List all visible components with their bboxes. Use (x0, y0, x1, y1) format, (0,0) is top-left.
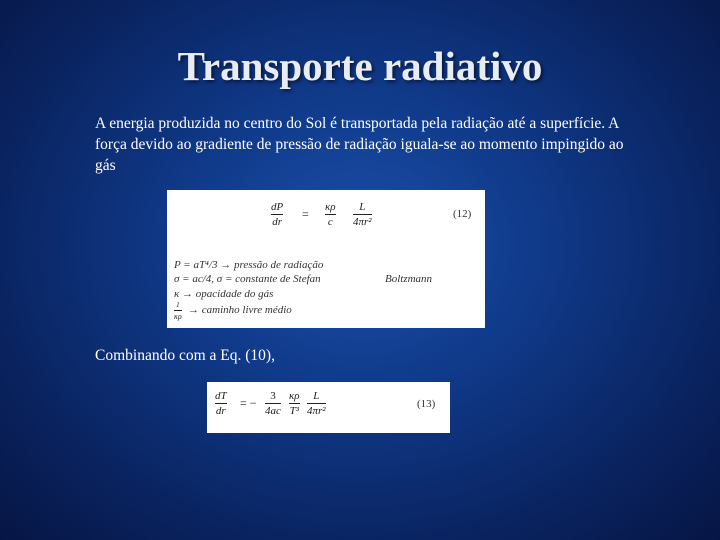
eq13-f1-den: 4ac (265, 405, 281, 417)
eq12-def-stefan: σ = ac/4, σ = constante de Stefan (174, 273, 321, 285)
eq12-f2-den: 4πr² (353, 216, 372, 228)
eq13-fraction-3 (307, 390, 326, 417)
eq12-mfp-den: κρ (174, 312, 182, 321)
eq12-equals: = (302, 207, 309, 221)
eq12-f1-num: κρ (325, 201, 336, 213)
eq12-lhs-den: dr (272, 216, 282, 228)
eq13-fraction-1 (265, 390, 281, 417)
eq12-mfp-fraction (174, 301, 182, 321)
eq13-f2-num: κρ (289, 390, 300, 402)
eq13-equals: = − (240, 396, 257, 410)
eq12-f1-den: c (327, 216, 333, 228)
eq12-def-opacity: κ → opacidade do gás (174, 288, 274, 300)
intro-paragraph: A energia produzida no centro do Sol é transportada pela radiação até a superfície. A força devido ao gradiente de pressão de radiação iguala-se ao momento impingido ao gás (95, 115, 624, 174)
eq12-number: (12) (453, 208, 472, 220)
slide-title: Transporte radiativo (177, 43, 543, 89)
eq12-def-pressure: P = aT⁴/3 → pressão de radiação (174, 259, 324, 271)
eq13-f3-den: 4πr² (307, 405, 326, 417)
eq12-def-boltzmann: Boltzmann (385, 273, 433, 285)
eq12-fraction-1 (325, 201, 336, 228)
eq13-fraction-2 (289, 390, 300, 417)
eq12-lhs-fraction (271, 201, 283, 228)
eq13-lhs-den: dr (215, 405, 226, 417)
eq12-mfp-num: 1 (176, 301, 180, 309)
eq13-f2-den: T³ (289, 405, 299, 417)
eq13-f3-num: L (313, 390, 320, 402)
combining-paragraph: Combinando com a Eq. (10), (95, 347, 275, 364)
eq12-def-mean-free-path: → caminho livre médio (188, 304, 292, 316)
eq13-f1-num: 3 (270, 390, 276, 402)
eq12-f2-num: L (359, 201, 366, 213)
equation-12-image (167, 190, 485, 328)
eq13-number: (13) (417, 398, 436, 410)
eq13-lhs-num: dT (215, 390, 227, 402)
eq12-lhs-num: dP (271, 201, 284, 213)
eq12-fraction-2 (353, 201, 372, 228)
equation-13-image (207, 382, 450, 433)
eq13-lhs-fraction (215, 390, 227, 417)
